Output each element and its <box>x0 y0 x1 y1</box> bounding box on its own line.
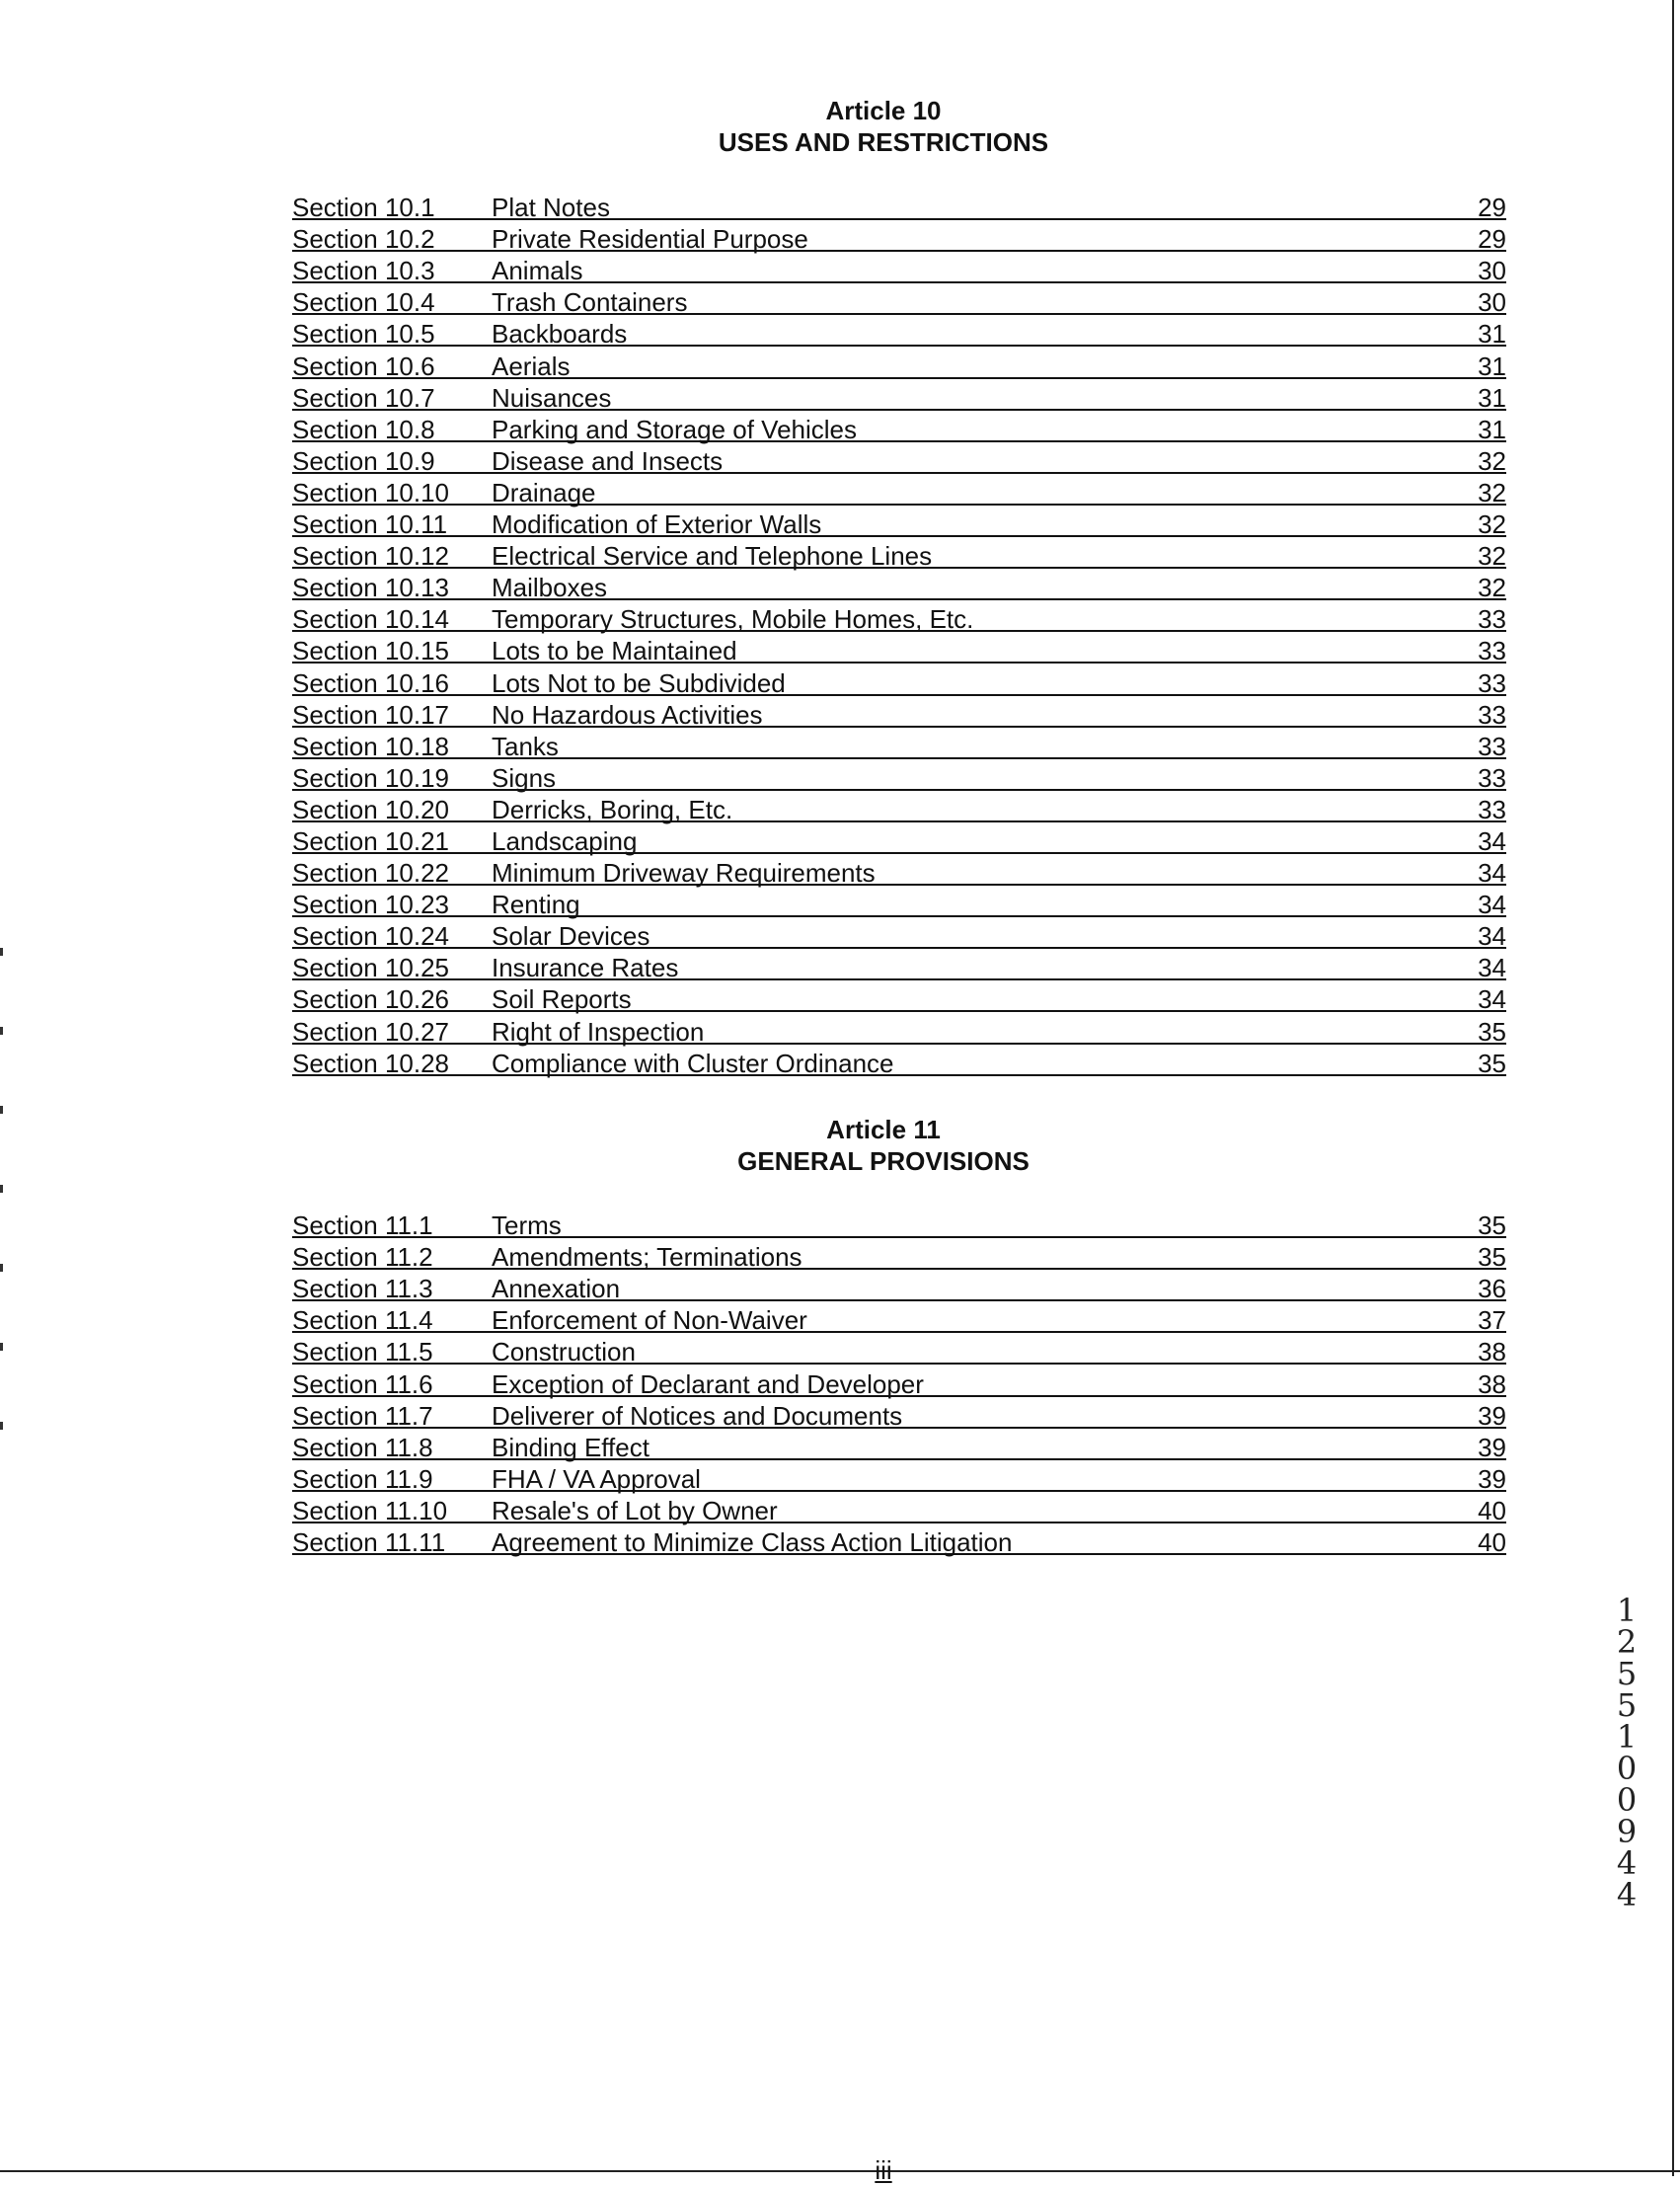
toc-entry <box>292 664 1506 698</box>
toc-entry <box>292 1238 1506 1273</box>
section-page-number: 32 <box>1478 509 1506 540</box>
section-page-number: 29 <box>1478 224 1506 255</box>
section-page-number: 34 <box>1478 890 1506 920</box>
toc-entry <box>292 759 1506 791</box>
section-page-number: 34 <box>1478 984 1506 1015</box>
section-page-number: 35 <box>1478 1210 1506 1241</box>
section-page-number: 39 <box>1478 1400 1506 1431</box>
section-page-number: 33 <box>1478 731 1506 761</box>
section-page-number: 35 <box>1478 1016 1506 1047</box>
toc-entry <box>292 949 1506 983</box>
section-page-number: 37 <box>1478 1305 1506 1336</box>
section-number: Section 11.3 <box>292 1274 433 1304</box>
section-title: Signs <box>492 762 557 793</box>
section-number: Section 11.2 <box>292 1242 433 1273</box>
toc-entry <box>292 632 1506 664</box>
section-title: Construction <box>492 1337 636 1367</box>
section-title: Exception of Declarant and Developer <box>492 1368 924 1399</box>
section-number: Section 11.8 <box>292 1432 433 1462</box>
section-title: Plat Notes <box>492 193 610 223</box>
article-subtitle: USES AND RESTRICTIONS <box>718 127 1049 157</box>
section-page-number: 34 <box>1478 825 1506 856</box>
section-title: Annexation <box>492 1274 621 1304</box>
section-title: Minimum Driveway Requirements <box>492 858 876 889</box>
section-page-number: 34 <box>1478 921 1506 952</box>
section-title: Animals <box>492 256 583 286</box>
section-page-number: 33 <box>1478 636 1506 666</box>
section-page-number: 34 <box>1478 858 1506 889</box>
toc-entry <box>292 1333 1506 1365</box>
toc-entry <box>292 315 1506 350</box>
section-number: Section 10.20 <box>292 794 450 824</box>
section-number: Section 10.11 <box>292 509 448 540</box>
toc-entry <box>292 1429 1506 1460</box>
section-title: Modification of Exterior Walls <box>492 509 822 540</box>
section-title: Backboards <box>492 319 628 350</box>
toc-entry <box>292 886 1506 920</box>
toc-entry <box>292 728 1506 759</box>
section-number: Section 10.24 <box>292 921 450 952</box>
section-title: Enforcement of Non-Waiver <box>492 1305 807 1336</box>
section-page-number: 32 <box>1478 445 1506 476</box>
toc-entry <box>292 917 1506 952</box>
section-title: Lots to be Maintained <box>492 636 737 666</box>
toc-entry <box>292 411 1506 442</box>
section-title: Compliance with Cluster Ordinance <box>492 1048 894 1078</box>
section-number: Section 11.9 <box>292 1463 433 1494</box>
margin-mark <box>0 948 3 956</box>
section-title: Binding Effect <box>492 1432 649 1462</box>
toc-entry <box>292 283 1506 318</box>
section-page-number: 38 <box>1478 1337 1506 1367</box>
section-number: Section 11.5 <box>292 1337 433 1367</box>
toc-entry <box>292 1460 1506 1492</box>
section-title: Landscaping <box>492 825 638 856</box>
section-number: Section 10.3 <box>292 256 435 286</box>
section-page-number: 30 <box>1478 287 1506 318</box>
section-number: Section 10.1 <box>292 193 435 223</box>
section-number: Section 10.8 <box>292 414 435 444</box>
section-number: Section 10.26 <box>292 984 450 1015</box>
section-number: Section 10.7 <box>292 382 435 413</box>
toc-entry <box>292 1207 1506 1241</box>
section-page-number: 32 <box>1478 573 1506 603</box>
toc-entry <box>292 1012 1506 1047</box>
toc-entry <box>292 600 1506 635</box>
margin-mark <box>0 1027 3 1035</box>
toc-entry <box>292 1045 1506 1076</box>
article-title: Article 10 <box>825 96 942 125</box>
article-subtitle: GENERAL PROVISIONS <box>737 1146 1030 1176</box>
section-number: Section 10.21 <box>292 825 450 856</box>
section-title: Soil Reports <box>492 984 632 1015</box>
section-title: Terms <box>492 1210 562 1241</box>
margin-mark <box>0 1422 3 1430</box>
article-11-toc <box>292 1207 1506 1558</box>
section-title: Lots Not to be Subdivided <box>492 667 786 698</box>
section-page-number: 33 <box>1478 699 1506 730</box>
section-title: Agreement to Minimize Class Action Litigation <box>492 1527 1013 1558</box>
toc-entry <box>292 696 1506 728</box>
section-title: Renting <box>492 890 580 920</box>
section-number: Section 11.1 <box>292 1210 433 1241</box>
article-title: Article 11 <box>826 1115 941 1144</box>
section-page-number: 31 <box>1478 351 1506 381</box>
section-title: Drainage <box>492 477 596 507</box>
section-title: Tanks <box>492 731 559 761</box>
section-number: Section 10.22 <box>292 858 450 889</box>
section-number: Section 10.25 <box>292 953 450 983</box>
section-page-number: 39 <box>1478 1463 1506 1494</box>
margin-mark <box>0 1185 3 1193</box>
margin-mark <box>0 1106 3 1114</box>
section-number: Section 10.6 <box>292 351 435 381</box>
section-title: Right of Inspection <box>492 1016 705 1047</box>
section-page-number: 38 <box>1478 1368 1506 1399</box>
toc-entry <box>292 379 1506 411</box>
side-stamp: 12551 00944 <box>1616 1592 1638 1913</box>
section-title: Resale's of Lot by Owner <box>492 1495 778 1525</box>
section-page-number: 33 <box>1478 604 1506 635</box>
section-page-number: 31 <box>1478 382 1506 413</box>
section-page-number: 33 <box>1478 794 1506 824</box>
section-number: Section 10.14 <box>292 604 450 635</box>
toc-entry <box>292 506 1506 540</box>
section-page-number: 40 <box>1478 1495 1506 1525</box>
section-number: Section 10.16 <box>292 667 450 698</box>
section-number: Section 11.10 <box>292 1495 448 1525</box>
section-title: Nuisances <box>492 382 612 413</box>
section-number: Section 10.17 <box>292 699 450 730</box>
margin-mark <box>0 1264 3 1272</box>
section-number: Section 10.13 <box>292 573 450 603</box>
section-title: Amendments; Terminations <box>492 1242 802 1273</box>
toc-entry <box>292 1365 1506 1399</box>
toc-entry <box>292 442 1506 474</box>
section-title: FHA / VA Approval <box>492 1463 701 1494</box>
section-number: Section 11.11 <box>292 1527 446 1558</box>
toc-entry <box>292 1270 1506 1304</box>
section-title: Electrical Service and Telephone Lines <box>492 541 933 572</box>
section-title: Mailboxes <box>492 573 608 603</box>
section-page-number: 31 <box>1478 319 1506 350</box>
section-title: Disease and Insects <box>492 445 724 476</box>
toc-entry <box>292 347 1506 381</box>
toc-entry <box>292 822 1506 854</box>
article-10-heading <box>0 95 1680 158</box>
toc-entry <box>292 854 1506 889</box>
section-number: Section 10.28 <box>292 1048 450 1078</box>
section-number: Section 10.2 <box>292 224 435 255</box>
article-10-toc <box>292 189 1506 1076</box>
toc-entry <box>292 220 1506 255</box>
toc-entry <box>292 189 1506 223</box>
section-title: Solar Devices <box>492 921 650 952</box>
section-page-number: 30 <box>1478 256 1506 286</box>
toc-entry <box>292 1397 1506 1429</box>
section-page-number: 39 <box>1478 1432 1506 1462</box>
section-number: Section 10.15 <box>292 636 450 666</box>
toc-entry <box>292 1492 1506 1523</box>
section-title: Trash Containers <box>492 287 688 318</box>
section-number: Section 11.7 <box>292 1400 433 1431</box>
section-number: Section 10.10 <box>292 477 450 507</box>
section-page-number: 31 <box>1478 414 1506 444</box>
section-title: Derricks, Boring, Etc. <box>492 794 733 824</box>
toc-entry <box>292 1301 1506 1336</box>
toc-entry <box>292 1523 1506 1558</box>
section-title: No Hazardous Activities <box>492 699 763 730</box>
section-title: Insurance Rates <box>492 953 679 983</box>
section-page-number: 35 <box>1478 1048 1506 1078</box>
section-title: Temporary Structures, Mobile Homes, Etc. <box>492 604 974 635</box>
toc-entry <box>292 252 1506 286</box>
toc-entry <box>292 980 1506 1015</box>
section-number: Section 11.6 <box>292 1368 433 1399</box>
section-page-number: 29 <box>1478 193 1506 223</box>
section-title: Deliverer of Notices and Documents <box>492 1400 903 1431</box>
toc-entry <box>292 537 1506 572</box>
section-title: Parking and Storage of Vehicles <box>492 414 858 444</box>
section-page-number: 35 <box>1478 1242 1506 1273</box>
section-page-number: 33 <box>1478 762 1506 793</box>
toc-entry <box>292 569 1506 603</box>
footer-page-number: iii <box>875 2155 892 2185</box>
section-title: Aerials <box>492 351 571 381</box>
section-number: Section 10.5 <box>292 319 435 350</box>
section-page-number: 40 <box>1478 1527 1506 1558</box>
section-number: Section 11.4 <box>292 1305 433 1336</box>
section-page-number: 34 <box>1478 953 1506 983</box>
section-number: Section 10.18 <box>292 731 450 761</box>
toc-entry <box>292 474 1506 506</box>
section-title: Private Residential Purpose <box>492 224 808 255</box>
section-number: Section 10.27 <box>292 1016 450 1047</box>
page-border-right <box>1672 0 1674 2176</box>
margin-mark <box>0 1343 3 1351</box>
section-number: Section 10.9 <box>292 445 435 476</box>
section-number: Section 10.4 <box>292 287 435 318</box>
article-11-heading <box>0 1114 1680 1177</box>
section-page-number: 33 <box>1478 667 1506 698</box>
toc-entry <box>292 791 1506 822</box>
section-number: Section 10.23 <box>292 890 450 920</box>
section-page-number: 32 <box>1478 477 1506 507</box>
section-page-number: 32 <box>1478 541 1506 572</box>
section-page-number: 36 <box>1478 1274 1506 1304</box>
section-number: Section 10.19 <box>292 762 450 793</box>
section-number: Section 10.12 <box>292 541 450 572</box>
